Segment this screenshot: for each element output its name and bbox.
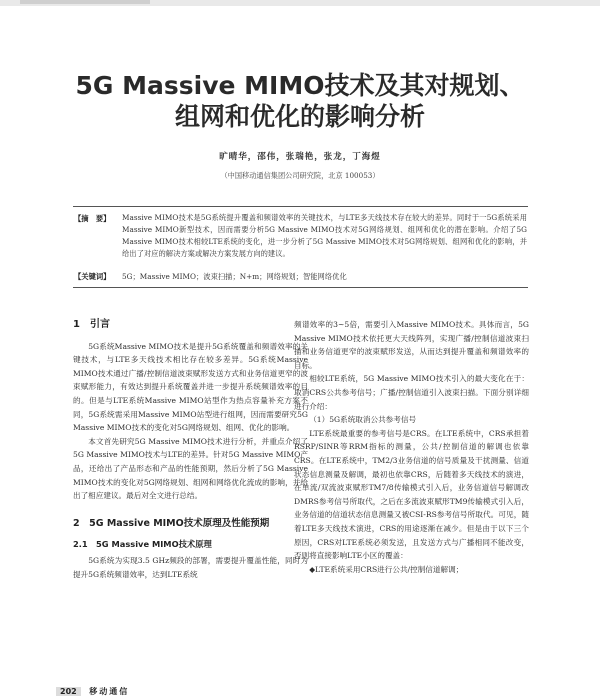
intro-paragraph: 本文首先研究5G Massive MIMO技术进行分析，并重点介绍了5G Massive MIMO技术与LTE的差异。针对5G Massive MIMO产品，还给出了产品形态和产品的性能预期，然后分析了5G Massive MIMO技术的变化对5G网络规划、组网和网络优化流成的影响，并给出了相应建议。最后对全文进行总结。 bbox=[73, 436, 308, 501]
author-list: 旷晴华，邵伟，张瑞艳，张龙，丁海煜 bbox=[219, 152, 381, 162]
list-item-heading: （1）5G系统取消公共参考信号 bbox=[309, 415, 417, 425]
body-paragraph: LTE系统最重要的参考信号是CRS。在LTE系统中，CRS承担着RSRP/SINR等RRM指标的测量，公共/控制信道的解调也依靠CRS。在LTE系统中，TM2/3业务信道的信号质量及干扰测量、信道状态信息测量及解调，最初也依靠CRS，后随着多天线技术的演进，在单流/双流波束赋形TM7/8传输模式引入后，业务信道信号解调改DMRS参考信号所取代，之后在多流波束赋形TM9传输模式引入后，业务信道的信道状态信息测量又被CSI-RS参考信号所取代。可见，随着LTE多天线技术演进，CRS的用途逐渐在减少。但是由于以下三个原因，CRS对LTE系统必须发送，且发送方式与广播相同不能改变，否则将直接影响LTE小区的覆盖： bbox=[294, 428, 529, 561]
subsection-heading: 2.1 5G Massive MIMO技术原理 bbox=[73, 539, 212, 550]
page-number: 202 bbox=[56, 687, 81, 696]
abstract-text: Massive MIMO技术是5G系统提升覆盖和频谱效率的关键技术，与LTE多天线技术存在较大的差异。同时于一5G系统采用Massive MIMO新型技术，因而需要分析5G Massive MIMO技术对5G网络规划、组网和优化的潜在影响。介绍了5G Massive MIMO技术相较LTE系统的变化，进一步分析了5G Massive MIMO技术对5G网络规划、组网和优化的影响，并给出了对应的解决方案或解决方案发展方向的建议。 bbox=[122, 213, 527, 258]
abstract-bottom-rule bbox=[73, 287, 528, 288]
paper-title-line2: 组网和优化的影响分析 bbox=[174, 102, 425, 131]
abstract-label: 【摘 要】 bbox=[74, 214, 111, 223]
paper-title bbox=[30, 70, 570, 132]
page-footer bbox=[56, 686, 129, 698]
bullet-item: ◆LTE系统采用CRS进行公共/控制信道解调； bbox=[309, 564, 464, 574]
left-column bbox=[73, 318, 308, 581]
paper-title-line1: 5G Massive MIMO技术及其对规划、 bbox=[75, 71, 525, 100]
keywords-label: 【关键词】 bbox=[74, 272, 111, 281]
keywords-text: 5G；Massive MIMO；波束扫描；N+m；网络规划；智能网络优化 bbox=[122, 272, 347, 281]
abstract-top-rule bbox=[73, 206, 528, 207]
page-header-strip bbox=[0, 0, 600, 6]
principle-paragraph: 5G系统为实现3.5 GHz频段的部署，需要提升覆盖性能，同时为提升5G系统频谱效率，达到LTE系统 bbox=[73, 555, 308, 579]
journal-header-mark bbox=[20, 0, 150, 4]
intro-paragraph: 5G系统Massive MIMO技术是提升5G系统覆盖和频谱效率的关键技术，与LTE多天线技术相比存在较多差异。5G系统Massive MIMO技术通过广播/控制信道波束赋形发送方式和业务信道更窄的波束赋形能力，有效达到提升系统覆盖并进一步提升系统频谱效率的目的。但是与LTE系统Massive MIMO站型作为热点容量补充方案不同，5G系统需采用Massive MIMO站型进行组网，因而需要研究5G Massive MIMO技术的变化对5G网络规划、组网、优化的影响。 bbox=[73, 341, 308, 433]
affiliation: （中国移动通信集团公司研究院，北京 100053） bbox=[220, 171, 380, 180]
section-heading-principle: 2 5G Massive MIMO技术原理及性能预期 bbox=[73, 517, 270, 529]
right-column bbox=[294, 318, 529, 576]
body-paragraph: 相较LTE系统，5G Massive MIMO技术引入的最大变化在于：取消CRS公共参考信号；广播/控制信道引入波束扫描。下面分别详细进行介绍： bbox=[294, 374, 529, 411]
journal-name: 移动通信 bbox=[89, 686, 130, 696]
body-paragraph: 频谱效率的3~5倍，需要引入Massive MIMO技术。具体而言，5G Massive MIMO技术依托更大天线阵列，实现广播/控制信道波束扫描和业务信道更窄的波束赋形发送，从而达到提升覆盖和频谱效率的目标。 bbox=[294, 320, 529, 370]
section-heading-introduction: 1 引言 bbox=[73, 319, 110, 330]
